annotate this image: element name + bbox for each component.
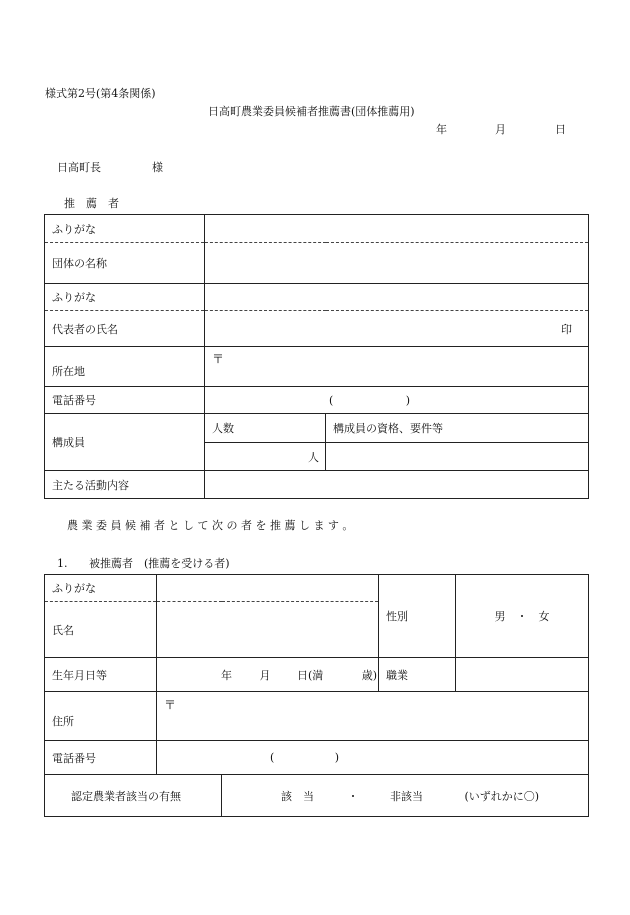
- table-row: [45, 741, 589, 775]
- birth-month: 月: [259, 668, 271, 682]
- count-label: 人数: [205, 414, 326, 443]
- document-title: 日高町農業委員候補者推薦書(団体推薦用): [208, 105, 415, 118]
- org-name-field[interactable]: [205, 243, 589, 284]
- furigana-label-2: ふりがな: [45, 284, 205, 311]
- date-day-label: 日: [555, 123, 566, 136]
- nominee-section-label: 被推薦者 (推薦を受ける者): [89, 557, 230, 570]
- certified-farmer-label: 認定農業者該当の有無: [45, 775, 222, 817]
- table-row: [45, 284, 589, 311]
- table-row: [45, 692, 589, 741]
- table-row: [45, 575, 589, 602]
- recommender-section-label: 推 薦 者: [64, 197, 119, 210]
- date-year-label: 年: [436, 123, 447, 136]
- phone-paren-open: (: [329, 393, 334, 407]
- table-row: [45, 387, 589, 414]
- table-row: [45, 347, 589, 387]
- phone-label: 電話番号: [45, 387, 205, 414]
- nominee-phone-field[interactable]: [157, 741, 589, 775]
- qualification-field[interactable]: [326, 443, 589, 471]
- phone-paren-close: ): [405, 393, 411, 407]
- certified-farmer-field[interactable]: [222, 775, 589, 817]
- nominee-furigana-label: ふりがな: [45, 575, 157, 602]
- address-label: 所在地: [45, 347, 205, 387]
- rep-furigana-field[interactable]: [205, 284, 589, 311]
- phone-paren-open: (: [270, 751, 275, 764]
- rep-name-label: 代表者の氏名: [45, 311, 205, 347]
- occupation-label: 職業: [379, 658, 456, 692]
- either-note: (いずれかに〇): [464, 789, 540, 803]
- furigana-label: ふりがな: [45, 215, 205, 243]
- birth-age: 歳): [361, 668, 378, 682]
- honorific: 様: [152, 161, 163, 174]
- rep-name-field[interactable]: [205, 311, 589, 347]
- occupation-field[interactable]: [456, 658, 589, 692]
- table-row: [45, 471, 589, 499]
- table-row: [45, 775, 589, 817]
- members-label: 構成員: [45, 414, 205, 471]
- table-row: [45, 311, 589, 347]
- nominee-name-label: 氏名: [45, 602, 157, 658]
- org-name-label: 団体の名称: [45, 243, 205, 284]
- phone-field[interactable]: [205, 387, 589, 414]
- member-count-field[interactable]: [205, 443, 326, 471]
- nominee-table: [44, 574, 589, 817]
- person-unit: 人: [308, 450, 319, 464]
- gender-label: 性別: [379, 575, 456, 658]
- table-row: [45, 414, 589, 443]
- postal-mark: 〒: [164, 698, 177, 712]
- addressee: 日高町長: [57, 161, 101, 174]
- date-month-label: 月: [495, 123, 506, 136]
- nominee-address-field[interactable]: [157, 692, 589, 741]
- postal-mark: 〒: [212, 352, 225, 366]
- recommendation-statement: 農 業 委 員 候 補 者 と し て 次 の 者 を 推 薦 し ま す 。: [67, 519, 354, 532]
- table-row: [45, 243, 589, 284]
- activities-label: 主たる活動内容: [45, 471, 205, 499]
- not-applicable-option[interactable]: 非該当: [390, 789, 423, 803]
- nominee-section-number: 1.: [57, 557, 68, 570]
- nominee-furigana-field[interactable]: [157, 575, 379, 602]
- birth-year: 年: [221, 668, 232, 682]
- activities-field[interactable]: [205, 471, 589, 499]
- table-row: [45, 215, 589, 243]
- recommender-table: [44, 214, 589, 499]
- gender-options[interactable]: 男 ・ 女: [456, 575, 589, 658]
- org-furigana-field[interactable]: [205, 215, 589, 243]
- qualification-label: 構成員の資格、要件等: [326, 414, 589, 443]
- seal-mark: 印: [561, 322, 572, 336]
- birth-label: 生年月日等: [45, 658, 157, 692]
- birth-day: 日(満: [297, 668, 324, 682]
- option-separator: ・: [347, 789, 359, 803]
- table-row: [45, 658, 589, 692]
- birth-field[interactable]: [157, 658, 379, 692]
- applicable-option[interactable]: 該 当: [281, 789, 314, 803]
- phone-paren-close: ): [334, 751, 340, 764]
- form-number: 様式第2号(第4条関係): [45, 87, 156, 100]
- address-field[interactable]: [205, 347, 589, 387]
- nominee-phone-label: 電話番号: [45, 741, 157, 775]
- nominee-name-field[interactable]: [157, 602, 379, 658]
- nominee-address-label: 住所: [45, 692, 157, 741]
